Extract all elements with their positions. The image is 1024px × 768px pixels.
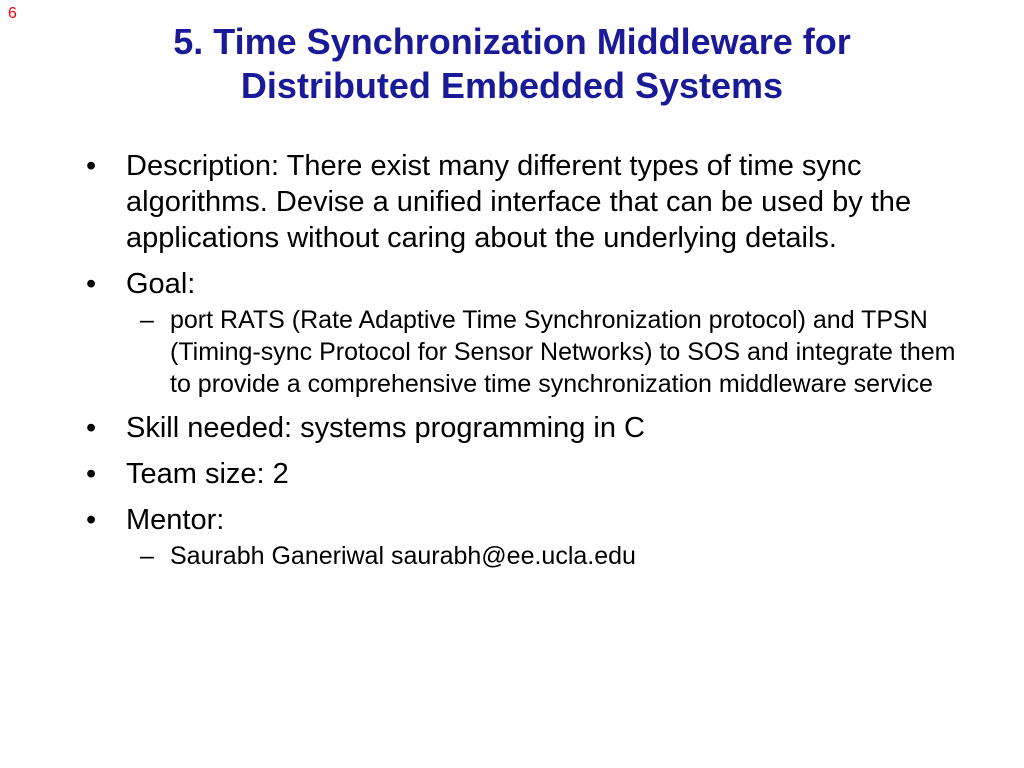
- sub-bullet-marker: –: [140, 542, 154, 570]
- sub-bullet-mentor-detail: [140, 540, 980, 572]
- slide-content: [0, 148, 1024, 572]
- bullet-description-text: Description: There exist many different types of time sync algorithms. Devise a unified interface that can be used by the applications without caring about the underlying details.: [126, 150, 912, 254]
- bullet-mentor-text: Mentor:: [126, 504, 225, 536]
- bullet-skill-text: Skill needed: systems programming in C: [126, 412, 645, 444]
- slide-title-line-1: 5. Time Synchronization Middleware for: [173, 21, 851, 62]
- bullet-marker: •: [86, 412, 97, 444]
- slide-title: [0, 20, 1024, 108]
- slide-number: 6: [8, 5, 17, 22]
- bullet-skill: [86, 410, 976, 446]
- sub-bullet-goal-detail: [140, 304, 980, 400]
- bullet-goal: [86, 266, 976, 302]
- bullet-marker: •: [86, 504, 97, 536]
- bullet-goal-text: Goal:: [126, 268, 196, 300]
- bullet-marker: •: [86, 458, 97, 490]
- bullet-team-size: [86, 456, 976, 492]
- sub-bullet-marker: –: [140, 306, 154, 334]
- bullet-marker: •: [86, 150, 97, 182]
- bullet-marker: •: [86, 268, 97, 300]
- bullet-mentor: [86, 502, 976, 538]
- bullet-team-size-text: Team size: 2: [126, 458, 289, 490]
- sub-bullet-goal-detail-text: port RATS (Rate Adaptive Time Synchronization protocol) and TPSN (Timing-sync Protocol for Sensor Networks) to SOS and integrate them to provide a comprehensive time synchronization middleware service: [170, 306, 956, 398]
- sub-bullet-mentor-detail-text: Saurabh Ganeriwal saurabh@ee.ucla.edu: [170, 542, 636, 570]
- slide-title-line-2: Distributed Embedded Systems: [240, 65, 784, 106]
- bullet-description: [86, 148, 976, 256]
